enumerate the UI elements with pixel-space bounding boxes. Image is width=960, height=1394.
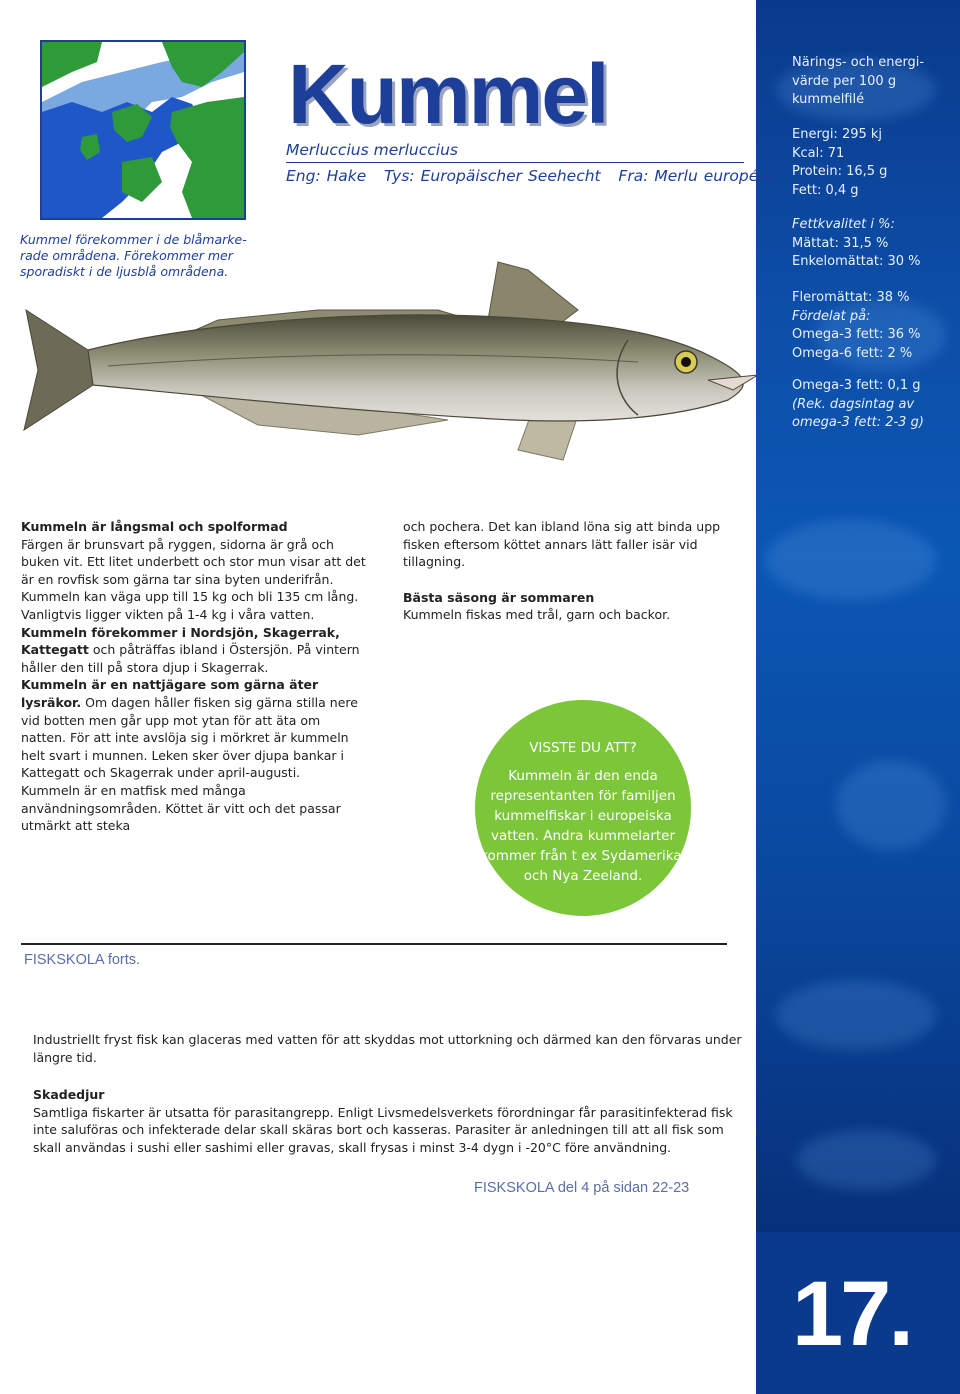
body-paragraph [21,624,367,677]
nutrition-heading [792,54,952,110]
omega3-intake [792,377,952,433]
kcal-value: Kcal: 71 [792,145,845,161]
latin-name: Merluccius merluccius [286,141,458,159]
nutrition-values [792,126,952,200]
body-right-column [403,518,743,624]
fat-quality-heading: Fettkvalitet i %: [792,217,895,232]
glazing-paragraph: Industriellt fryst fisk kan glaceras med vatten för att skyddas mot uttorkning och därmed kan den förvaras under längre tid. [33,1032,742,1065]
section-divider [21,943,727,945]
lower-text-block [33,1031,755,1177]
page-number: 17. [792,1263,911,1365]
section-label: FISKSKOLA forts. [24,952,141,968]
body-paragraph [21,676,367,782]
polyunsaturated-value: Fleromättat: 38 % [792,290,910,305]
paragraph-text: och påträffas ibland i Östersjön. På vintern håller den till på stora djup i Skagerrak. [21,642,360,675]
saturated-value: Mättat: 31,5 % [792,235,889,251]
season-text: Kummeln fiskas med trål, garn och backor. [403,607,671,623]
footer-reference: FISKSKOLA del 4 på sidan 22-23 [474,1180,690,1196]
title-divider [286,162,744,163]
recommendation-line: (Rek. dagsintag av [792,396,915,412]
nutrition-heading-line: kummelfilé [792,92,865,107]
energy-value: Energi: 295 kj [792,127,883,142]
pests-heading: Skadedjur [33,1087,105,1103]
map-caption: Kummel förekommer i de blåmarke-rade områdena. Förekommer mer sporadiskt i de ljusblå områdena. [20,232,247,279]
omega3-percent: Omega-3 fett: 36 % [792,327,921,342]
omega6-percent: Omega-6 fett: 2 % [792,345,913,361]
omega3-grams: Omega-3 fett: 0,1 g [792,378,921,393]
distributed-heading: Fördelat på: [792,308,871,324]
body-paragraph: Färgen är brunsvart på ryggen, sidorna är grå och buken vit. Ett litet underbett och stor mun visar att det är en rovfisk som gärna tar sina byten underifrån. Kummeln kan väga upp till 15 kg och bli 135 cm lång. Vanligtvis ligger vikten på 1-4 kg i våra vatten. [21,536,366,622]
hake-fish-illustration [18,250,778,470]
body-paragraph: Kummeln är en matfisk med många användningsområden. Köttet är vitt och det passar utmärkt att steka [21,782,341,834]
body-paragraph: och pochera. Det kan ibland löna sig att binda upp fisken eftersom köttet annars lätt faller isär vid tillagning. [403,519,721,570]
fat-distribution [792,289,952,363]
pests-text: Samtliga fiskarter är utsatta för parasitangrepp. Enligt Livsmedelsverkets förordningar får parasitinfekterad fisk inte saluföras och infekterade delar skall skäras bort och kasseras. Parasiter är anledningen till att all fisk som skall användas i sushi eller sashimi eller gravas, skall frysas i minst 3-4 dygn i -20°C före användning. [33,1104,733,1155]
did-you-know-title: VISSTE DU ATT? [529,740,637,756]
inline-heading: Kummeln förekommer i Nordsjön, Skagerrak, Kattegatt [21,624,340,658]
fat-quality [792,216,952,272]
did-you-know-text: Kummeln är den enda representanten för familjen kummelfiskar i europeiska vatten. Andra kummelarter kommer från t ex Sydamerika, och Nya Zeeland. [480,768,686,885]
season-heading: Bästa säsong är sommaren [403,589,595,605]
protein-value: Protein: 16,5 g [792,164,888,179]
fat-value: Fett: 0,4 g [792,182,859,198]
nutrition-heading-line: värde per 100 g [792,73,897,89]
recommendation-line: omega-3 fett: 2-3 g) [792,415,924,430]
inline-heading: Kummeln är en nattjägare som gärna äter lysräkor. [21,677,319,710]
section-heading: Kummeln är långsmal och spolformad [21,519,288,534]
body-left-column [21,518,367,835]
distribution-map [40,40,246,220]
europe-map-icon [42,42,244,218]
monounsaturated-value: Enkelomättat: 30 % [792,254,921,269]
pests-paragraph [33,1086,755,1156]
nutrition-heading-line: Närings- och energi- [792,55,925,70]
paragraph-text: Om dagen håller fisken sig gärna stilla nere vid botten men går upp mot ytan för att äta om natten. För att inte avslöja sig i mörkret är kummeln helt svart i munnen. Leken sker över djupa bankar i Kattegatt och Skagerrak under april-augusti. [21,694,358,781]
foreign-names: Eng: Hake Tys: Europäischer Seehecht Fra: Merlu européen [286,167,778,185]
page-title: Kummel [288,47,608,141]
